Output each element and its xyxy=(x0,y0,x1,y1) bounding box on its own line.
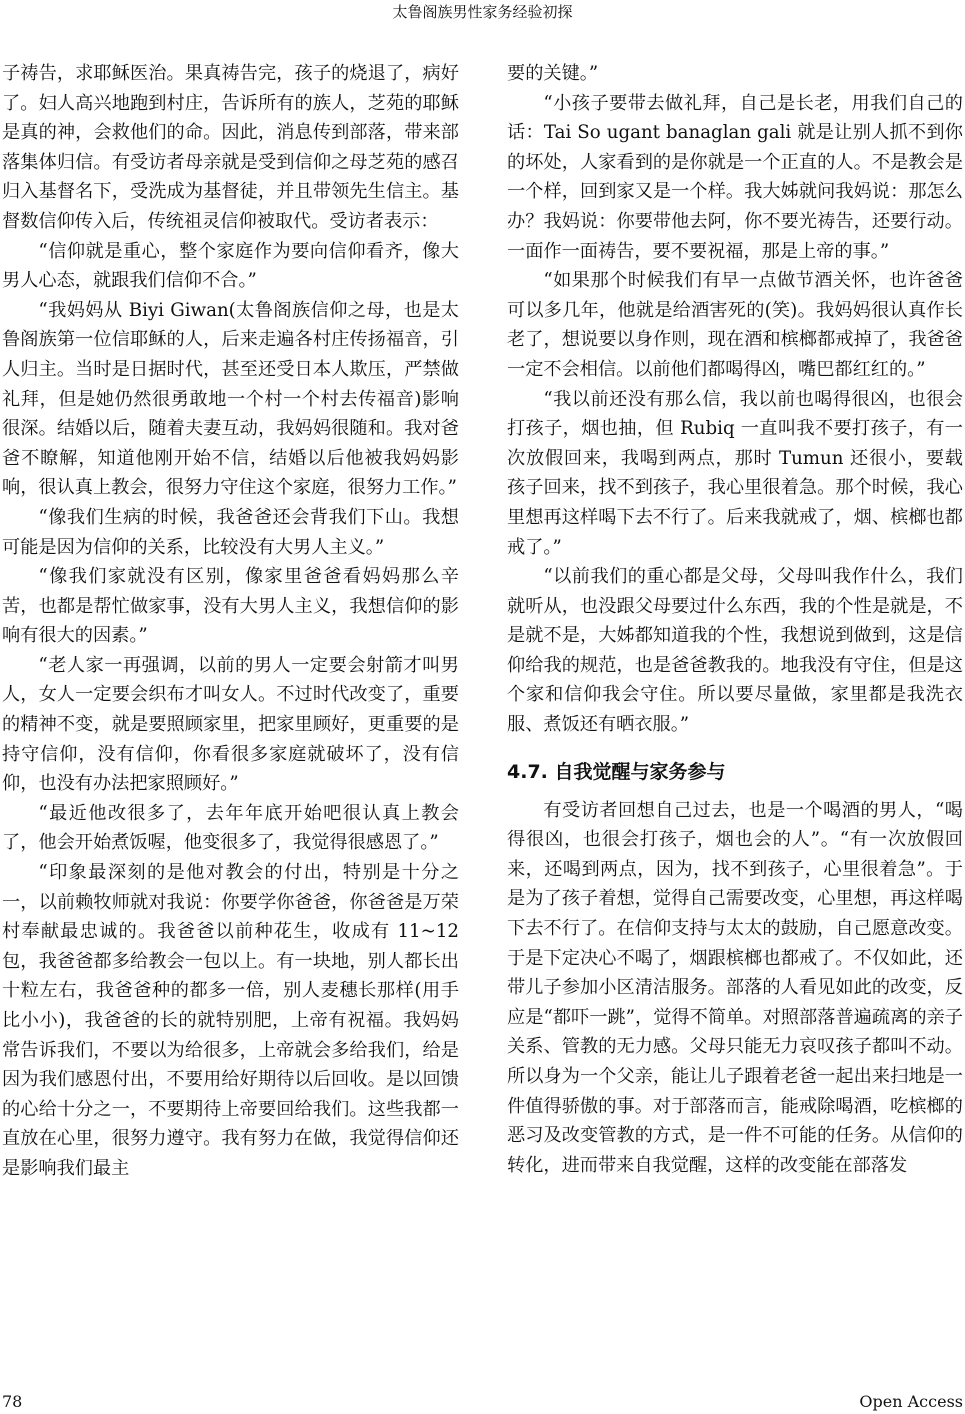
running-head: 太鲁阁族男性家务经验初探 xyxy=(392,3,573,21)
paragraph: 子祷告，求耶稣医治。果真祷告完，孩子的烧退了，病好了。妇人高兴地跑到村庄，告诉所有的族人，芝苑的耶稣是真的神，会救他们的命。因此，消息传到部落，带来部落集体归信。有受访者母亲就是受到信仰之母芝苑的感召归入基督名下，受洗成为基督徒，并且带领先生信主。基督数信仰传入后，传统祖灵信仰被取代。受访者表示： xyxy=(2,63,459,232)
quote-paragraph: “像我们生病的时候，我爸爸还会背我们下山。我想可能是因为信仰的关系，比较没有大男人主义。” xyxy=(2,506,459,558)
quote-paragraph: “信仰就是重心，整个家庭作为要向信仰看齐，像大男人心态，就跟我们信仰不合。” xyxy=(2,240,459,292)
quote-paragraph: “像我们家就没有区别，像家里爸爸看妈妈那么辛苦，也都是帮忙做家事，没有大男人主义，我想信仰的影响有很大的因素。” xyxy=(2,566,459,647)
page-number: 78 xyxy=(2,1392,23,1411)
quote-paragraph: “以前我们的重心都是父母，父母叫我作什么，我们就听从，也没跟父母要过什么东西，我的个性是就是，不是就不是，大姊都知道我的个性，我想说到做到，这是信仰给我的规范，也是爸爸教我的。地我没有守住，但是这个家和信仰我会守住。所以要尽量做，家里都是我洗衣服、煮饭还有晒衣服。” xyxy=(507,566,963,736)
paragraph: 要的关键。” xyxy=(507,63,599,84)
quote-paragraph: “最近他改很多了，去年年底开始吧很认真上教会了，他会开始煮饭喔，他变很多了，我觉得很感恩了。” xyxy=(2,802,459,854)
quote-paragraph: “我妈妈从 Biyi Giwan(太鲁阁族信仰之母，也是太鲁阁族第一位信耶稣的人，后来走遍各村庄传扬福音，引人归主。当时是日据时代，甚至还受日本人欺压，严禁做礼拜，但是她仍然很勇敢地一个村一个村去传福音)影响很深。结婚以后，随着夫妻互动，我妈妈很随和。我对爸爸不瞭解，知道他刚开始不信，结婚以后他被我妈妈影响，很认真上教会，很努力守住这个家庭，很努力工作。” xyxy=(2,299,459,499)
section-heading: 4.7. 自我觉醒与家务参与 xyxy=(507,760,726,783)
left-column xyxy=(2,59,459,1184)
quote-paragraph: “印象最深刻的是他对教会的付出，特别是十分之一，以前赖牧师就对我说：你要学你爸爸，你爸爸是万荣村奉献最忠诚的。我爸爸以前种花生，收成有 11~12 包，我爸爸都多给教会一包以上。有一块地，别人都长出十粒左右，我爸爸种的都多一倍，别人麦穗长那样(用手比小小)，我爸爸的长的就特别肥，上帝有祝福。我妈妈常告诉我们，不要以为给很多，上帝就会多给我们，给是因为我们感恩付出，不要用给好期待以后回收。是以回馈的心给十分之一，不要期待上帝要回给我们。这些我都一直放在心里，很努力遵守。我有努力在做，我觉得信仰还是影响我们最主 xyxy=(2,862,459,1179)
right-column xyxy=(507,59,963,1180)
journal-footer: Open Access xyxy=(859,1392,963,1411)
quote-paragraph: “如果那个时候我们有早一点做节酒关怀，也许爸爸可以多几年，他就是给酒害死的(笑)。我妈妈很认真作长老了，想说要以身作则，现在酒和槟榔都戒掉了，我爸爸一定不会相信。以前他们都喝得凶，嘴巴都红红的。” xyxy=(507,270,963,380)
quote-paragraph: “老人家一再强调，以前的男人一定要会射箭才叫男人，女人一定要会织布才叫女人。不过时代改变了，重要的精神不变，就是要照顾家里，把家里顾好，更重要的是持守信仰，没有信仰，你看很多家庭就破坏了，没有信仰，也没有办法把家照顾好。” xyxy=(2,654,459,795)
quote-paragraph: “小孩子要带去做礼拜，自己是长老，用我们自己的话：Tai So ugant banaglan gali 就是让别人抓不到你的坏处，人家看到的是你就是一个正直的人。不是教会是一个样，回到家又是一个样。我大姊就问我妈说：那怎么办？我妈说：你要带他去阿，你不要光祷告，还要行动。一面作一面祷告，要不要祝福，那是上帝的事。” xyxy=(507,92,963,262)
section-paragraph: 有受访者回想自己过去，也是一个喝酒的男人，“喝得很凶，也很会打孩子，烟也会的人”。“有一次放假回来，还喝到两点，因为，找不到孩子，心里很着急”。于是为了孩子着想，觉得自己需要改变，心里想，再这样喝下去不行了。在信仰支持与太太的鼓励，自己愿意改变。于是下定决心不喝了，烟跟槟榔也都戒了。不仅如此，还带儿子参加小区清洁服务。部落的人看见如此的改变，反应是“都吓一跳”，觉得不简单。对照部落普遍疏离的亲子关系、管教的无力感。父母只能无力哀叹孩子都叫不动。所以身为一个父亲，能让儿子跟着老爸一起出来扫地是一件值得骄傲的事。对于部落而言，能戒除喝酒，吃槟榔的恶习及改变管教的方式，是一件不可能的任务。从信仰的转化，进而带来自我觉醒，这样的改变能在部落发 xyxy=(507,799,963,1176)
quote-paragraph: “我以前还没有那么信，我以前也喝得很凶，也很会打孩子，烟也抽，但 Rubiq 一直叫我不要打孩子，有一次放假回来，我喝到两点，那时 Tumun 还很小，要载孩子回来，找不到孩子，我心里很着急。那个时候，我心里想再这样喝下去不行了。后来我就戒了，烟、槟榔也都戒了。” xyxy=(507,388,963,558)
